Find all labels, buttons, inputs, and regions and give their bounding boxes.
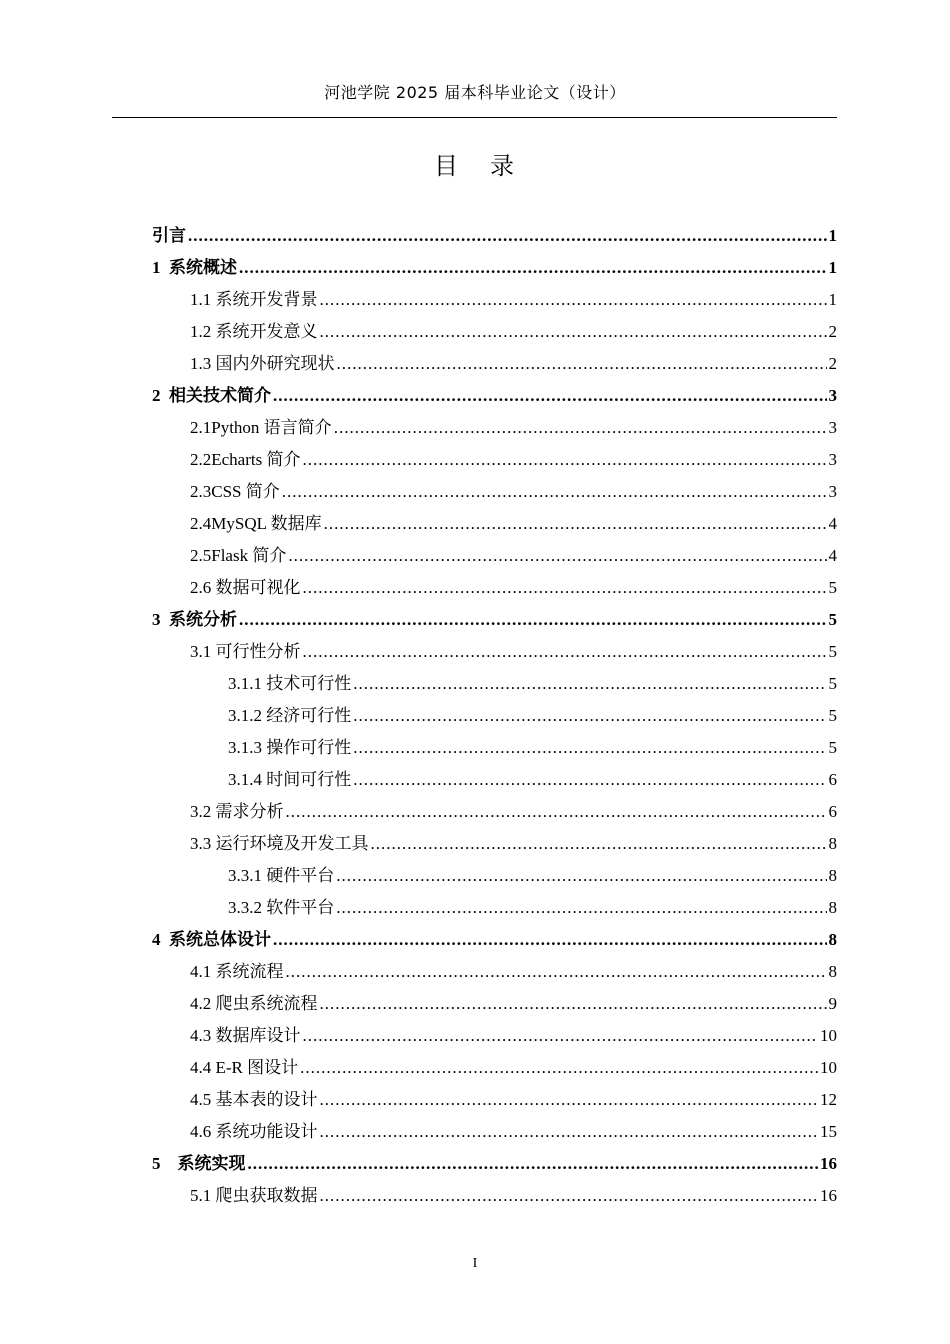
toc-entry-page: 15 — [820, 1122, 837, 1141]
toc-entry-page: 5 — [828, 610, 837, 629]
toc-entry-page: 2 — [828, 354, 837, 373]
toc-entry-page: 8 — [828, 962, 837, 981]
toc-entry[interactable] — [190, 316, 837, 348]
toc-leader — [320, 1180, 819, 1212]
toc-entry[interactable] — [190, 1180, 837, 1212]
toc-entry[interactable] — [228, 764, 837, 796]
toc-leader — [334, 412, 827, 444]
toc-entry-page: 12 — [820, 1090, 837, 1109]
toc-entry-label: 4.4 E-R 图设计 — [190, 1058, 299, 1077]
toc-entry[interactable] — [228, 860, 837, 892]
toc-leader — [273, 924, 827, 956]
toc-entry-label: 5 系统实现 — [152, 1154, 246, 1173]
toc-entry-page: 1 — [828, 226, 837, 245]
toc-entry-page: 3 — [828, 450, 837, 469]
toc-entry-page: 6 — [828, 802, 837, 821]
toc-entry[interactable] — [152, 220, 837, 252]
toc-entry-label: 4 系统总体设计 — [152, 930, 271, 949]
toc-entry-label: 2.5Flask 简介 — [190, 546, 287, 565]
toc-leader — [320, 1084, 819, 1116]
toc-entry-label: 引言 — [152, 226, 186, 245]
toc-entry[interactable] — [152, 252, 837, 284]
toc-entry-label: 3 系统分析 — [152, 610, 237, 629]
toc-entry-page: 5 — [828, 706, 837, 725]
toc-entry[interactable] — [190, 796, 837, 828]
toc-entry-label: 3.2 需求分析 — [190, 802, 284, 821]
toc-entry-label: 4.1 系统流程 — [190, 962, 284, 981]
toc-entry-page: 2 — [828, 322, 837, 341]
toc-entry-page: 6 — [828, 770, 837, 789]
toc-entry[interactable] — [190, 412, 837, 444]
toc-entry-page: 10 — [820, 1026, 837, 1045]
toc-entry-page: 3 — [828, 482, 837, 501]
toc-entry-label: 2.6 数据可视化 — [190, 578, 301, 597]
toc-entry-page: 1 — [828, 290, 837, 309]
toc-entry[interactable] — [228, 668, 837, 700]
toc-entry-page: 3 — [828, 418, 837, 437]
toc-leader — [239, 252, 827, 284]
toc-leader — [324, 508, 827, 540]
toc-entry-label: 2.2Echarts 简介 — [190, 450, 301, 469]
toc-leader — [286, 796, 827, 828]
toc-entry[interactable] — [228, 700, 837, 732]
toc-leader — [300, 1052, 818, 1084]
toc-leader — [320, 284, 827, 316]
toc-leader — [248, 1148, 819, 1180]
toc-entry[interactable] — [190, 476, 837, 508]
toc-entry-label: 3.1.2 经济可行性 — [228, 706, 352, 725]
toc-leader — [337, 348, 827, 380]
toc-entry-label: 3.1.3 操作可行性 — [228, 738, 352, 757]
toc-entry[interactable] — [190, 956, 837, 988]
toc-entry-label: 4.3 数据库设计 — [190, 1026, 301, 1045]
toc-entry-page: 4 — [828, 514, 837, 533]
toc-entry-label: 1.3 国内外研究现状 — [190, 354, 335, 373]
toc-entry[interactable] — [190, 348, 837, 380]
toc-entry-label: 5.1 爬虫获取数据 — [190, 1186, 318, 1205]
toc-entry[interactable] — [190, 1084, 837, 1116]
toc-entry-label: 2.4MySQL 数据库 — [190, 514, 322, 533]
toc-leader — [353, 700, 826, 732]
toc-entry-label: 3.3 运行环境及开发工具 — [190, 834, 369, 853]
toc-entry-label: 2.3CSS 简介 — [190, 482, 280, 501]
toc-entry-label: 4.2 爬虫系统流程 — [190, 994, 318, 1013]
page-header: 河池学院 2025 届本科毕业论文（设计） — [324, 83, 626, 102]
toc-entry[interactable] — [190, 508, 837, 540]
toc-entry[interactable] — [190, 1116, 837, 1148]
toc-entry-label: 1 系统概述 — [152, 258, 237, 277]
toc-leader — [273, 380, 827, 412]
header-divider — [112, 117, 837, 118]
toc-leader — [302, 444, 826, 476]
toc-leader — [303, 636, 827, 668]
toc-entry-label: 2 相关技术简介 — [152, 386, 271, 405]
toc-entry-page: 8 — [828, 898, 837, 917]
toc-leader — [282, 476, 827, 508]
toc-entry[interactable] — [190, 636, 837, 668]
toc-entry-label: 1.1 系统开发背景 — [190, 290, 318, 309]
toc-entry-label: 3.3.2 软件平台 — [228, 898, 335, 917]
toc-entry[interactable] — [190, 572, 837, 604]
toc-entry-label: 3.1.4 时间可行性 — [228, 770, 352, 789]
toc-entry[interactable] — [190, 444, 837, 476]
toc-entry-page: 10 — [820, 1058, 837, 1077]
toc-leader — [320, 316, 827, 348]
toc-leader — [303, 572, 827, 604]
toc-entry[interactable] — [190, 1052, 837, 1084]
toc-entry-page: 5 — [828, 738, 837, 757]
toc-entry-page: 5 — [828, 674, 837, 693]
toc-entry[interactable] — [228, 892, 837, 924]
toc-leader — [320, 988, 827, 1020]
toc-leader — [286, 956, 827, 988]
toc-entry[interactable] — [152, 380, 837, 412]
toc-entry-page: 16 — [820, 1186, 837, 1205]
toc-entry-label: 3.1.1 技术可行性 — [228, 674, 352, 693]
toc-leader — [288, 540, 826, 572]
toc-entry[interactable] — [152, 1148, 837, 1180]
toc-leader — [188, 220, 827, 252]
toc-entry[interactable] — [152, 924, 837, 956]
toc-entry[interactable] — [190, 540, 837, 572]
toc-entry-label: 4.6 系统功能设计 — [190, 1122, 318, 1141]
toc-entry-page: 5 — [828, 578, 837, 597]
toc-entry-page: 3 — [828, 386, 837, 405]
toc-entry[interactable] — [190, 1020, 837, 1052]
toc-title-char-1: 目 — [434, 152, 460, 180]
toc-leader — [320, 1116, 819, 1148]
toc-entry-page: 8 — [828, 930, 837, 949]
toc-title — [0, 146, 950, 181]
toc-entry-page: 1 — [828, 258, 837, 277]
toc-leader — [353, 732, 826, 764]
toc-leader — [353, 764, 826, 796]
toc-entry-page: 8 — [828, 834, 837, 853]
toc-entry[interactable] — [228, 732, 837, 764]
toc-entry-label: 3.3.1 硬件平台 — [228, 866, 335, 885]
toc-entry-label: 2.1Python 语言简介 — [190, 418, 332, 437]
toc-entry-label: 4.5 基本表的设计 — [190, 1090, 318, 1109]
toc-entry[interactable] — [190, 284, 837, 316]
toc-leader — [239, 604, 827, 636]
toc-entry-page: 8 — [828, 866, 837, 885]
toc-entry[interactable] — [152, 604, 837, 636]
toc-leader — [336, 892, 826, 924]
toc-entry[interactable] — [190, 988, 837, 1020]
toc-entry-page: 4 — [828, 546, 837, 565]
toc-title-char-2: 录 — [490, 152, 516, 180]
toc-leader — [303, 1020, 819, 1052]
toc-leader — [371, 828, 827, 860]
toc-entry[interactable] — [190, 828, 837, 860]
toc-entry-page: 16 — [820, 1154, 837, 1173]
toc-entry-page: 9 — [828, 994, 837, 1013]
toc-leader — [336, 860, 826, 892]
toc-leader — [353, 668, 826, 700]
toc-entry-label: 1.2 系统开发意义 — [190, 322, 318, 341]
toc-entry-label: 3.1 可行性分析 — [190, 642, 301, 661]
toc-entry-page: 5 — [828, 642, 837, 661]
page-number: I — [472, 1256, 478, 1271]
